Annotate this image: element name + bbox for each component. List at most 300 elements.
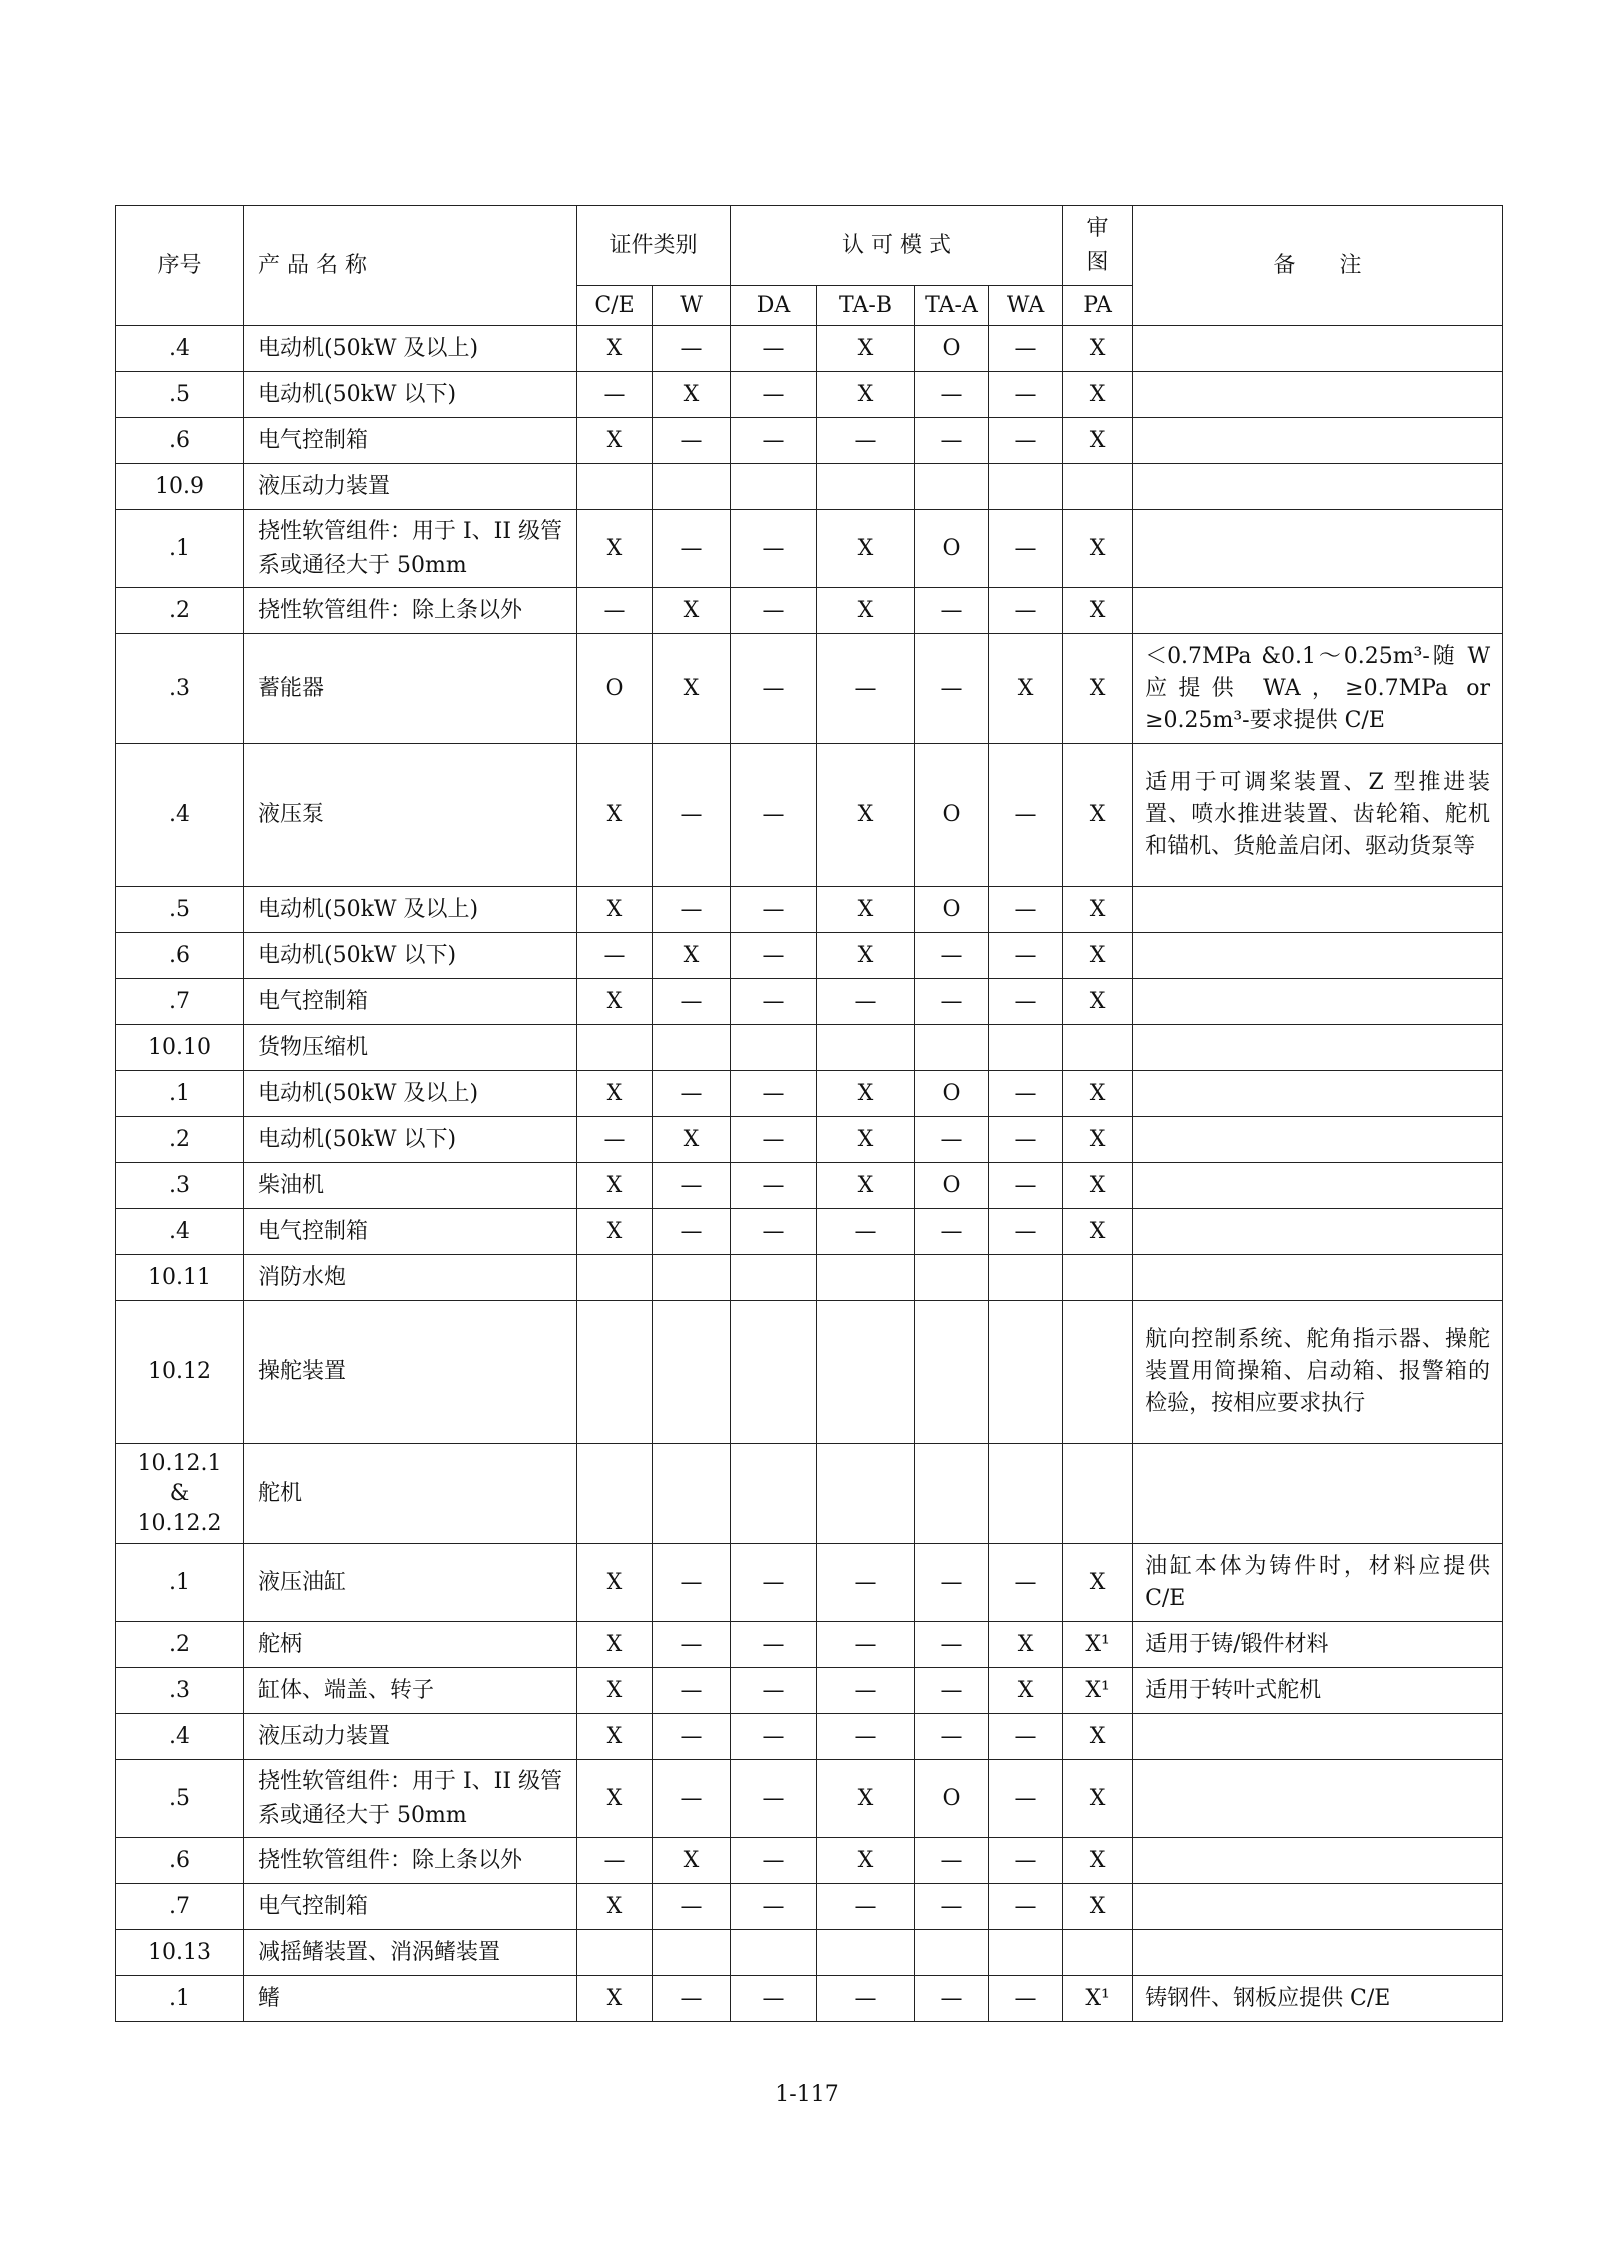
cell-da: — bbox=[731, 1544, 817, 1622]
cell-ta-b: X bbox=[817, 372, 915, 418]
cell-da: — bbox=[731, 1622, 817, 1668]
cell-wa: — bbox=[989, 1760, 1063, 1838]
cell-no: .4 bbox=[116, 744, 244, 887]
cell-wa: — bbox=[989, 744, 1063, 887]
cell-wa: — bbox=[989, 1976, 1063, 2022]
cell-product-name: 减摇鳍装置、消涡鳍装置 bbox=[244, 1930, 577, 1976]
cell-w: — bbox=[653, 418, 731, 464]
table-row bbox=[116, 1025, 1503, 1071]
cell-ta-a: O bbox=[915, 887, 989, 933]
cell-pa bbox=[1063, 1930, 1133, 1976]
cell-no: .5 bbox=[116, 1760, 244, 1838]
cell-no: .1 bbox=[116, 510, 244, 588]
cell-ta-a: — bbox=[915, 1622, 989, 1668]
cell-ta-a: — bbox=[915, 1668, 989, 1714]
cell-ta-a: — bbox=[915, 1714, 989, 1760]
cell-product-name: 舵机 bbox=[244, 1444, 577, 1544]
subheader-ta-a: TA-A bbox=[915, 286, 989, 326]
cell-ta-b: X bbox=[817, 326, 915, 372]
cell-ta-b bbox=[817, 464, 915, 510]
cell-ta-a: — bbox=[915, 933, 989, 979]
cell-product-name: 柴油机 bbox=[244, 1163, 577, 1209]
cell-remarks: 适用于转叶式舵机 bbox=[1133, 1668, 1503, 1714]
cell-remarks bbox=[1133, 464, 1503, 510]
cell-product-name: 舵柄 bbox=[244, 1622, 577, 1668]
cell-product-name: 货物压缩机 bbox=[244, 1025, 577, 1071]
cell-no: .1 bbox=[116, 1071, 244, 1117]
cell-wa: — bbox=[989, 326, 1063, 372]
cell-ce: X bbox=[577, 510, 653, 588]
cell-ce: X bbox=[577, 1884, 653, 1930]
cell-remarks bbox=[1133, 933, 1503, 979]
table-row bbox=[116, 1714, 1503, 1760]
cell-w: — bbox=[653, 1668, 731, 1714]
cell-da bbox=[731, 1255, 817, 1301]
cell-ce: X bbox=[577, 418, 653, 464]
cell-ta-a: O bbox=[915, 1163, 989, 1209]
cell-ta-b bbox=[817, 1444, 915, 1544]
table-row bbox=[116, 933, 1503, 979]
subheader-da: DA bbox=[731, 286, 817, 326]
cell-remarks bbox=[1133, 588, 1503, 634]
cell-remarks bbox=[1133, 1209, 1503, 1255]
cell-product-name: 液压油缸 bbox=[244, 1544, 577, 1622]
cell-ce bbox=[577, 1444, 653, 1544]
cell-da: — bbox=[731, 1714, 817, 1760]
cell-wa: — bbox=[989, 510, 1063, 588]
cell-wa bbox=[989, 1025, 1063, 1071]
cell-w: X bbox=[653, 933, 731, 979]
table-row bbox=[116, 1209, 1503, 1255]
cell-no: .5 bbox=[116, 887, 244, 933]
cell-ce: X bbox=[577, 1163, 653, 1209]
subheader-wa: WA bbox=[989, 286, 1063, 326]
cell-wa: — bbox=[989, 1544, 1063, 1622]
cell-pa: X bbox=[1063, 372, 1133, 418]
cell-no: .6 bbox=[116, 933, 244, 979]
cell-no: .3 bbox=[116, 1668, 244, 1714]
table-row bbox=[116, 1301, 1503, 1444]
cell-da: — bbox=[731, 510, 817, 588]
table-row bbox=[116, 979, 1503, 1025]
cell-w bbox=[653, 1444, 731, 1544]
cell-no: .1 bbox=[116, 1544, 244, 1622]
cell-ta-a: — bbox=[915, 1209, 989, 1255]
subheader-pa: PA bbox=[1063, 286, 1133, 326]
cell-pa: X bbox=[1063, 887, 1133, 933]
cell-ce: X bbox=[577, 1544, 653, 1622]
cell-no: .2 bbox=[116, 588, 244, 634]
cell-w: — bbox=[653, 1544, 731, 1622]
cell-ce: X bbox=[577, 1976, 653, 2022]
cell-ce: O bbox=[577, 634, 653, 744]
cell-ce: — bbox=[577, 933, 653, 979]
cell-ce: X bbox=[577, 1668, 653, 1714]
cell-remarks: 铸钢件、钢板应提供 C/E bbox=[1133, 1976, 1503, 2022]
cell-pa: X¹ bbox=[1063, 1668, 1133, 1714]
cell-no: .1 bbox=[116, 1976, 244, 2022]
cell-da bbox=[731, 1444, 817, 1544]
cell-ta-b bbox=[817, 1930, 915, 1976]
cell-remarks bbox=[1133, 1444, 1503, 1544]
cell-ta-a: — bbox=[915, 1976, 989, 2022]
table-row bbox=[116, 887, 1503, 933]
table-row bbox=[116, 372, 1503, 418]
cell-pa: X bbox=[1063, 418, 1133, 464]
cell-no: 10.12.1 & 10.12.2 bbox=[116, 1444, 244, 1544]
cell-da: — bbox=[731, 1838, 817, 1884]
cell-pa: X bbox=[1063, 1163, 1133, 1209]
cell-remarks bbox=[1133, 1071, 1503, 1117]
cell-ta-b: X bbox=[817, 1163, 915, 1209]
table-row bbox=[116, 1760, 1503, 1838]
cell-no: 10.12 bbox=[116, 1301, 244, 1444]
cell-remarks bbox=[1133, 510, 1503, 588]
cell-ta-b: — bbox=[817, 1209, 915, 1255]
cell-ta-b: — bbox=[817, 1884, 915, 1930]
cell-wa bbox=[989, 1444, 1063, 1544]
cell-product-name: 鳍 bbox=[244, 1976, 577, 2022]
cell-remarks bbox=[1133, 979, 1503, 1025]
cell-ce bbox=[577, 1025, 653, 1071]
cell-da: — bbox=[731, 1117, 817, 1163]
cell-product-name: 电动机(50kW 以下) bbox=[244, 372, 577, 418]
cell-da: — bbox=[731, 634, 817, 744]
cell-ta-a: — bbox=[915, 1884, 989, 1930]
cell-w: — bbox=[653, 1071, 731, 1117]
cell-product-name: 挠性软管组件：除上条以外 bbox=[244, 1838, 577, 1884]
table-row bbox=[116, 1255, 1503, 1301]
table-row bbox=[116, 418, 1503, 464]
header-plan-approval: 审 图 bbox=[1063, 206, 1133, 286]
cell-w: — bbox=[653, 1622, 731, 1668]
table-row bbox=[116, 1930, 1503, 1976]
cell-wa bbox=[989, 464, 1063, 510]
cell-ta-b bbox=[817, 1301, 915, 1444]
cell-da bbox=[731, 1930, 817, 1976]
cell-pa: X bbox=[1063, 1884, 1133, 1930]
cell-no: .4 bbox=[116, 326, 244, 372]
cell-remarks bbox=[1133, 1760, 1503, 1838]
cell-product-name: 电动机(50kW 以下) bbox=[244, 1117, 577, 1163]
cell-pa: X bbox=[1063, 933, 1133, 979]
page-number: 1-117 bbox=[775, 2082, 839, 2107]
cell-remarks: 航向控制系统、舵角指示器、操舵装置用简操箱、启动箱、报警箱的检验，按相应要求执行 bbox=[1133, 1301, 1503, 1444]
cell-product-name: 电气控制箱 bbox=[244, 1884, 577, 1930]
cell-ta-a bbox=[915, 1301, 989, 1444]
header-cert-type: 证件类别 bbox=[577, 206, 731, 286]
cell-ta-a: — bbox=[915, 979, 989, 1025]
cell-product-name: 缸体、端盖、转子 bbox=[244, 1668, 577, 1714]
cell-w: — bbox=[653, 1714, 731, 1760]
cell-ta-b: X bbox=[817, 933, 915, 979]
table-row bbox=[116, 1117, 1503, 1163]
cell-ta-b: — bbox=[817, 634, 915, 744]
cell-pa: X¹ bbox=[1063, 1622, 1133, 1668]
cell-remarks bbox=[1133, 1117, 1503, 1163]
table-row bbox=[116, 1838, 1503, 1884]
cell-product-name: 电动机(50kW 及以上) bbox=[244, 326, 577, 372]
cell-w: — bbox=[653, 1976, 731, 2022]
cell-ta-b: X bbox=[817, 1117, 915, 1163]
cell-da: — bbox=[731, 1209, 817, 1255]
header-product-name: 产 品 名 称 bbox=[244, 206, 577, 326]
cell-remarks bbox=[1133, 1255, 1503, 1301]
cell-pa: X bbox=[1063, 1071, 1133, 1117]
cell-ta-b: — bbox=[817, 1622, 915, 1668]
cell-w: — bbox=[653, 1209, 731, 1255]
cell-pa bbox=[1063, 1301, 1133, 1444]
cell-product-name: 电气控制箱 bbox=[244, 979, 577, 1025]
cell-no: .7 bbox=[116, 1884, 244, 1930]
cell-w bbox=[653, 1930, 731, 1976]
subheader-ce: C/E bbox=[577, 286, 653, 326]
header-remarks: 备 注 bbox=[1133, 206, 1503, 326]
cell-pa bbox=[1063, 1025, 1133, 1071]
cell-ta-a: O bbox=[915, 1071, 989, 1117]
cell-pa: X bbox=[1063, 1117, 1133, 1163]
cell-no: .5 bbox=[116, 372, 244, 418]
cell-da: — bbox=[731, 1163, 817, 1209]
cell-w bbox=[653, 1301, 731, 1444]
cell-w: — bbox=[653, 979, 731, 1025]
cell-ce: X bbox=[577, 326, 653, 372]
cell-ta-a bbox=[915, 464, 989, 510]
table-row bbox=[116, 1071, 1503, 1117]
cell-product-name: 电动机(50kW 以下) bbox=[244, 933, 577, 979]
cell-no: .2 bbox=[116, 1117, 244, 1163]
cell-pa bbox=[1063, 1444, 1133, 1544]
cell-product-name: 操舵装置 bbox=[244, 1301, 577, 1444]
cell-product-name: 挠性软管组件：除上条以外 bbox=[244, 588, 577, 634]
subheader-ta-b: TA-B bbox=[817, 286, 915, 326]
cell-remarks bbox=[1133, 1930, 1503, 1976]
cell-product-name: 挠性软管组件：用于 I、II 级管系或通径大于 50mm bbox=[244, 1760, 577, 1838]
table-row bbox=[116, 744, 1503, 887]
cell-remarks bbox=[1133, 1025, 1503, 1071]
cell-wa: — bbox=[989, 887, 1063, 933]
cell-remarks bbox=[1133, 1838, 1503, 1884]
cell-w: — bbox=[653, 326, 731, 372]
cell-w: X bbox=[653, 1117, 731, 1163]
cell-product-name: 蓄能器 bbox=[244, 634, 577, 744]
cell-wa: — bbox=[989, 1117, 1063, 1163]
cell-da bbox=[731, 464, 817, 510]
cell-ce: X bbox=[577, 1622, 653, 1668]
cell-pa: X bbox=[1063, 979, 1133, 1025]
cell-ta-b bbox=[817, 1255, 915, 1301]
cell-da: — bbox=[731, 1884, 817, 1930]
cell-w bbox=[653, 1025, 731, 1071]
table-row bbox=[116, 1622, 1503, 1668]
cell-pa: X bbox=[1063, 634, 1133, 744]
cell-no: .3 bbox=[116, 1163, 244, 1209]
cell-remarks bbox=[1133, 372, 1503, 418]
cell-da: — bbox=[731, 372, 817, 418]
table-row bbox=[116, 510, 1503, 588]
cell-no: 10.10 bbox=[116, 1025, 244, 1071]
cell-product-name: 挠性软管组件：用于 I、II 级管系或通径大于 50mm bbox=[244, 510, 577, 588]
cell-w: X bbox=[653, 634, 731, 744]
cell-pa: X¹ bbox=[1063, 1976, 1133, 2022]
header-approval-mode: 认 可 模 式 bbox=[731, 206, 1063, 286]
cell-da: — bbox=[731, 1668, 817, 1714]
cell-remarks: 油缸本体为铸件时，材料应提供 C/E bbox=[1133, 1544, 1503, 1622]
cell-remarks: 适用于铸/锻件材料 bbox=[1133, 1622, 1503, 1668]
table-row bbox=[116, 1884, 1503, 1930]
cell-ta-a bbox=[915, 1930, 989, 1976]
cell-product-name: 消防水炮 bbox=[244, 1255, 577, 1301]
cell-ce: X bbox=[577, 1209, 653, 1255]
cell-da: — bbox=[731, 1976, 817, 2022]
cell-ta-b: X bbox=[817, 744, 915, 887]
cell-wa: — bbox=[989, 588, 1063, 634]
cell-ta-a: — bbox=[915, 372, 989, 418]
cell-ta-a: O bbox=[915, 744, 989, 887]
cell-ta-b: X bbox=[817, 510, 915, 588]
cell-da: — bbox=[731, 979, 817, 1025]
cell-w bbox=[653, 464, 731, 510]
cell-pa: X bbox=[1063, 510, 1133, 588]
cell-ce: X bbox=[577, 1714, 653, 1760]
cell-no: 10.13 bbox=[116, 1930, 244, 1976]
cell-ta-b: X bbox=[817, 1071, 915, 1117]
cell-no: 10.11 bbox=[116, 1255, 244, 1301]
cell-w: — bbox=[653, 744, 731, 887]
cell-product-name: 电动机(50kW 及以上) bbox=[244, 1071, 577, 1117]
cell-ta-b: X bbox=[817, 588, 915, 634]
cell-ta-a: — bbox=[915, 1544, 989, 1622]
cell-remarks bbox=[1133, 1714, 1503, 1760]
cell-da: — bbox=[731, 887, 817, 933]
subheader-w: W bbox=[653, 286, 731, 326]
cell-wa: — bbox=[989, 1163, 1063, 1209]
cell-remarks bbox=[1133, 1884, 1503, 1930]
cell-ta-a bbox=[915, 1444, 989, 1544]
cell-ta-b: — bbox=[817, 1668, 915, 1714]
cell-ta-b: — bbox=[817, 1976, 915, 2022]
cell-w: X bbox=[653, 372, 731, 418]
cell-ce: — bbox=[577, 1117, 653, 1163]
cell-no: .4 bbox=[116, 1714, 244, 1760]
cell-ta-a: — bbox=[915, 1117, 989, 1163]
cell-wa: — bbox=[989, 1838, 1063, 1884]
cell-wa: — bbox=[989, 1714, 1063, 1760]
cell-w: X bbox=[653, 588, 731, 634]
cell-pa: X bbox=[1063, 1838, 1133, 1884]
cell-remarks bbox=[1133, 326, 1503, 372]
certification-table bbox=[115, 205, 1503, 2022]
cell-pa: X bbox=[1063, 326, 1133, 372]
cell-ce: X bbox=[577, 979, 653, 1025]
cell-wa: X bbox=[989, 634, 1063, 744]
cell-ta-b: X bbox=[817, 1760, 915, 1838]
cell-no: .3 bbox=[116, 634, 244, 744]
cell-wa bbox=[989, 1255, 1063, 1301]
cell-product-name: 液压动力装置 bbox=[244, 1714, 577, 1760]
cell-w: — bbox=[653, 1884, 731, 1930]
cell-ta-a: O bbox=[915, 1760, 989, 1838]
cell-ta-a: O bbox=[915, 326, 989, 372]
cell-ta-b: — bbox=[817, 418, 915, 464]
cell-ce: — bbox=[577, 588, 653, 634]
cell-ce bbox=[577, 464, 653, 510]
cell-product-name: 液压动力装置 bbox=[244, 464, 577, 510]
cell-ta-a: — bbox=[915, 588, 989, 634]
table-row bbox=[116, 326, 1503, 372]
cell-product-name: 电动机(50kW 及以上) bbox=[244, 887, 577, 933]
cell-ta-b: — bbox=[817, 979, 915, 1025]
cell-wa: — bbox=[989, 1209, 1063, 1255]
cell-no: .2 bbox=[116, 1622, 244, 1668]
cell-remarks bbox=[1133, 887, 1503, 933]
cell-pa: X bbox=[1063, 1760, 1133, 1838]
cell-wa: — bbox=[989, 979, 1063, 1025]
cell-pa: X bbox=[1063, 1714, 1133, 1760]
cell-ce: X bbox=[577, 744, 653, 887]
cell-remarks: 适用于可调桨装置、Z 型推进装置、喷水推进装置、齿轮箱、舵机和锚机、货舱盖启闭、驱动货泵等 bbox=[1133, 744, 1503, 887]
cell-w: — bbox=[653, 1163, 731, 1209]
cell-remarks bbox=[1133, 1163, 1503, 1209]
cell-pa: X bbox=[1063, 1209, 1133, 1255]
table-row bbox=[116, 1163, 1503, 1209]
table-row bbox=[116, 588, 1503, 634]
cell-da: — bbox=[731, 588, 817, 634]
cell-remarks: ＜0.7MPa &0.1～0.25m³-随 W 应提供 WA，≥0.7MPa or ≥0.25m³-要求提供 C/E bbox=[1133, 634, 1503, 744]
cell-remarks bbox=[1133, 418, 1503, 464]
cell-ta-b: X bbox=[817, 1838, 915, 1884]
cell-ce bbox=[577, 1301, 653, 1444]
cell-wa: X bbox=[989, 1668, 1063, 1714]
cell-ta-a bbox=[915, 1255, 989, 1301]
cell-ta-b: — bbox=[817, 1544, 915, 1622]
cell-ta-b: X bbox=[817, 887, 915, 933]
table-row bbox=[116, 1444, 1503, 1544]
cell-wa bbox=[989, 1930, 1063, 1976]
cell-ce: X bbox=[577, 1760, 653, 1838]
cell-ce bbox=[577, 1255, 653, 1301]
cell-da bbox=[731, 1301, 817, 1444]
cell-w: — bbox=[653, 510, 731, 588]
cell-ta-b bbox=[817, 1025, 915, 1071]
cell-ta-b: — bbox=[817, 1714, 915, 1760]
cell-no: 10.9 bbox=[116, 464, 244, 510]
table-body bbox=[116, 326, 1503, 2022]
table-row bbox=[116, 634, 1503, 744]
cell-da: — bbox=[731, 1071, 817, 1117]
cell-da: — bbox=[731, 933, 817, 979]
cell-ce bbox=[577, 1930, 653, 1976]
cell-ta-a: O bbox=[915, 510, 989, 588]
cell-wa bbox=[989, 1301, 1063, 1444]
cell-da: — bbox=[731, 418, 817, 464]
cell-da: — bbox=[731, 1760, 817, 1838]
cell-pa bbox=[1063, 464, 1133, 510]
cell-no: .6 bbox=[116, 1838, 244, 1884]
cell-ta-a: — bbox=[915, 1838, 989, 1884]
cell-ce: X bbox=[577, 887, 653, 933]
cell-pa: X bbox=[1063, 588, 1133, 634]
cell-pa: X bbox=[1063, 744, 1133, 887]
cell-ce: — bbox=[577, 1838, 653, 1884]
cell-pa bbox=[1063, 1255, 1133, 1301]
cell-ta-a bbox=[915, 1025, 989, 1071]
cell-product-name: 电气控制箱 bbox=[244, 1209, 577, 1255]
cell-no: .7 bbox=[116, 979, 244, 1025]
cell-no: .4 bbox=[116, 1209, 244, 1255]
cell-w: X bbox=[653, 1838, 731, 1884]
cell-wa: X bbox=[989, 1622, 1063, 1668]
